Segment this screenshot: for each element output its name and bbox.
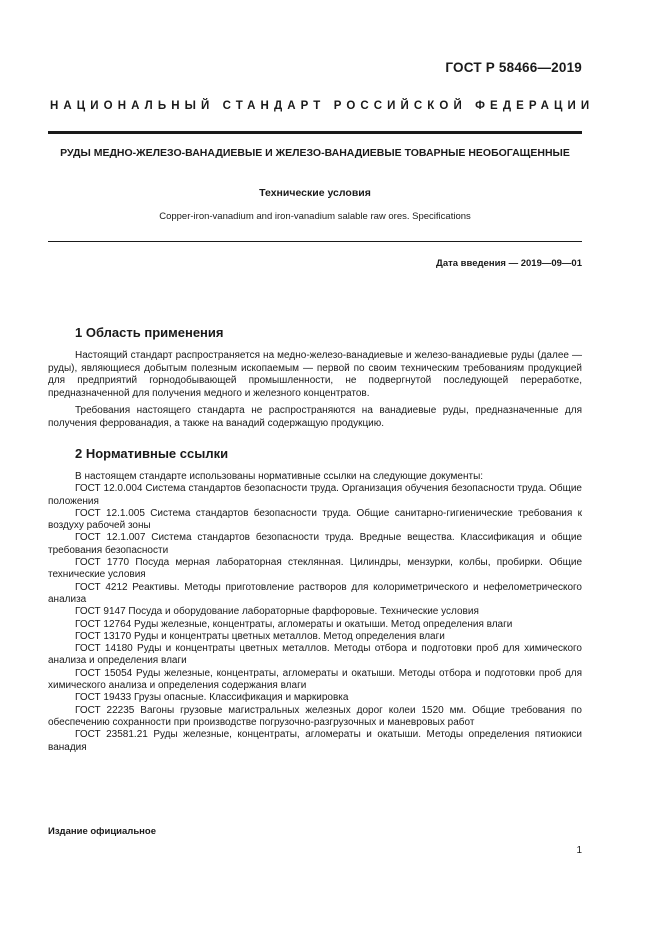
normative-references-list (48, 471, 582, 754)
official-edition-label: Издание официальное (48, 826, 156, 837)
list-item: ГОСТ 13170 Руды и концентраты цветных металлов. Метод определения влаги (75, 630, 445, 642)
document-title: РУДЫ МЕДНО-ЖЕЛЕЗО-ВАНАДИЕВЫЕ И ЖЕЛЕЗО-ВАНАДИЕВЫЕ ТОВАРНЫЕ НЕОБОГАЩЕННЫЕ (60, 147, 570, 159)
list-item: ГОСТ 4212 Реактивы. Методы приготовление растворов для колориметрического и нефелометрического анализа (48, 581, 582, 605)
section-1-heading: 1 Область применения (75, 325, 224, 340)
list-item: ГОСТ 12.1.005 Система стандартов безопасности труда. Общие санитарно-гигиенические требования к воздуху рабочей зоны (48, 507, 582, 532)
list-item: ГОСТ 15054 Руды железные, концентраты, агломераты и окатыши. Методы отбора и подготовки проб для химического анализа и определения содержания влаги (48, 667, 582, 692)
english-title: Copper-iron-vanadium and iron-vanadium salable raw ores. Specifications (159, 211, 471, 222)
section-1-paragraph-2: Требования настоящего стандарта не распространяются на ванадиевые руды, предназначенные для получения феррованадия, а также на ванадий содержащую продукцию. (48, 405, 582, 429)
list-item: ГОСТ 14180 Руды и концентраты цветных металлов. Методы отбора и подготовки проб для химического анализа и определения влаги (48, 643, 582, 667)
document-number: ГОСТ Р 58466—2019 (445, 60, 582, 75)
list-item: ГОСТ 12764 Руды железные, концентраты, агломераты и окатыши. Метод определения влаги (75, 618, 513, 630)
header-divider (48, 131, 582, 134)
list-item: ГОСТ 19433 Грузы опасные. Классификация и маркировка (75, 692, 349, 704)
document-subtitle: Технические условия (259, 187, 371, 199)
title-divider (48, 241, 582, 242)
list-item: ГОСТ 12.1.007 Система стандартов безопасности труда. Вредные вещества. Классификация и общие требования безопасности (48, 532, 582, 556)
introduction-date: Дата введения — 2019—09—01 (436, 258, 582, 269)
page-number: 1 (576, 845, 582, 856)
section-1-paragraph-1: Настоящий стандарт распространяется на медно-железо-ванадиевые и железо-ванадиевые руды (далее — руды), являющиеся добытым полезным ископаемым — первой по своим техническим требованиям продукцией для предприятий горнодобывающей промышленности, не подвергнутой последующей переработке, предназначенной для получения медного и железного концентратов. (48, 350, 582, 399)
list-item: ГОСТ 23581.21 Руды железные, концентраты, агломераты и окатыши. Методы определения пятиокиси ванадия (48, 729, 582, 753)
list-item: ГОСТ 12.0.004 Система стандартов безопасности труда. Организация обучения безопасности труда. Общие положения (48, 483, 582, 507)
list-item: ГОСТ 1770 Посуда мерная лабораторная стеклянная. Цилиндры, мензурки, колбы, пробирки. Общие технические условия (48, 557, 582, 581)
national-standard-banner: НАЦИОНАЛЬНЫЙ СТАНДАРТ РОССИЙСКОЙ ФЕДЕРАЦИИ (50, 100, 595, 112)
list-item: ГОСТ 9147 Посуда и оборудование лабораторные фарфоровые. Технические условия (75, 606, 479, 618)
references-intro: В настоящем стандарте использованы нормативные ссылки на следующие документы: (75, 471, 484, 482)
list-item: ГОСТ 22235 Вагоны грузовые магистральных железных дорог колеи 1520 мм. Общие требования по обеспечению сохранности при производстве погрузочно-разгрузочных и маневровых работ (48, 704, 582, 728)
section-2-heading: 2 Нормативные ссылки (75, 446, 229, 461)
